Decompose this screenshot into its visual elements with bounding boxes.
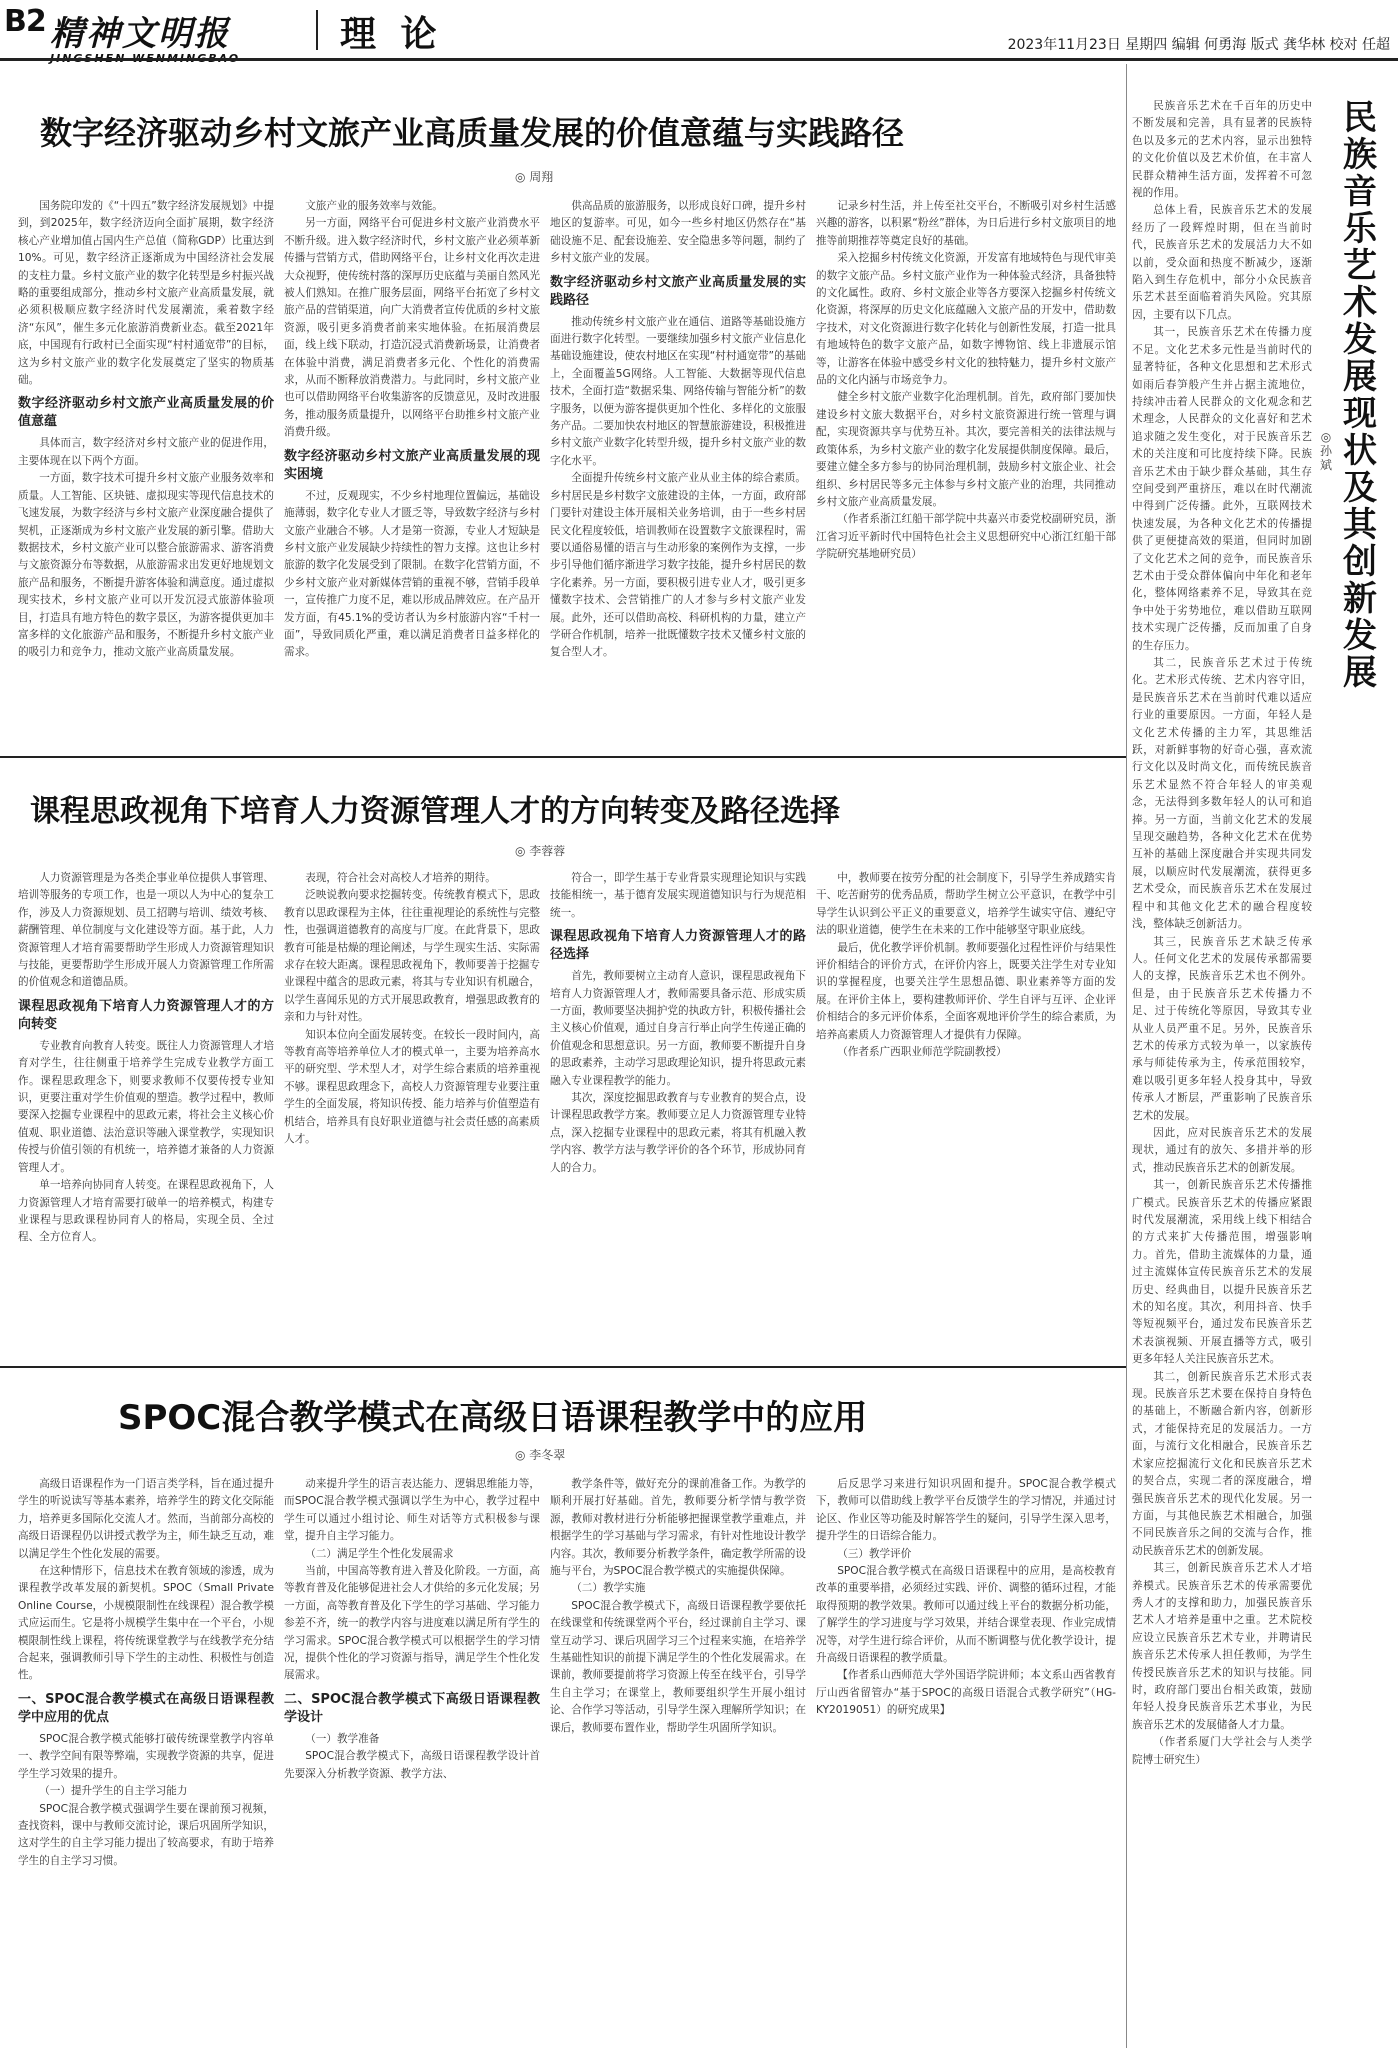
- sidebar-byline: ◎ 孙斌: [1319, 430, 1332, 472]
- newspaper-masthead: 精神文明报: [50, 14, 230, 54]
- paragraph: 专业教育向教育人转变。既往人力资源管理人才培育对学生，往往侧重于培养学生完成专业教学方面工作。课程思政理念下，则要求教师不仅要传授专业知识，更要注重对学生价值观的塑造。教学过程中，教师要深入挖掘专业课程中的思政元素，将社会主义核心价值观、职业道德、法治意识等融入课堂教学，实现知识传授与价值引领的有机统一，培养德才兼备的人力资源管理人才。: [18, 1039, 274, 1174]
- subheading: 数字经济驱动乡村文旅产业高质量发展的实践路径: [550, 274, 806, 308]
- paragraph: 其一，民族音乐艺术在传播力度不足。文化艺术多元性是当前时代的显著特征，各种文化思想和艺术形式如雨后春笋般产生并占据主流地位，持续冲击着人民群众的文化观念和艺术理念，人民群众的文化喜好和艺术追求随之发生变化，对于民族音乐艺术的关注度和可比度持续下降。民族音乐艺术由于缺少群众基础，其生存空间受到严重挤压，难以在时代潮流中得到广泛传播。此外，互联网技术快速发展，为各种文化艺术的传播提供了更便捷高效的渠道，但同时加剧了文化艺术之间的竞争，而民族音乐艺术由于受众群体偏向中年化和老年化，整体网络素养不足，导致其在竞争中处于劣势地位，难以借助互联网技术实现广泛传播，反而加重了自身的生存压力。: [1132, 326, 1312, 652]
- paragraph: 记录乡村生活，并上传至社交平台，不断吸引对乡村生活感兴趣的游客，以积累“粉丝”群体，为日后进行乡村文旅项目的地推等前期推荐等奠定良好的基础。: [816, 200, 1116, 247]
- article-2-column-4: [816, 870, 1116, 1356]
- paragraph: 供高品质的旅游服务，以形成良好口碑，提升乡村地区的复游率。可见，如今一些乡村地区仍然存在“基础设施不足、配套设施差、安全隐患多等问题，制约了乡村文旅产业的发展。: [550, 200, 806, 265]
- article-2-column-2: [284, 870, 540, 1356]
- paragraph: SPOC混合教学模式强调学生要在课前预习视频，查找资料，课中与教师交流讨论，课后巩固所学知识，这对学生的自主学习能力提出了较高要求，有助于培养学生的自主学习习惯。: [18, 1802, 274, 1867]
- article-2-column-1: [18, 870, 274, 1356]
- subheading: 二、SPOC混合教学模式下高级日语课程教学设计: [284, 1691, 540, 1725]
- paragraph: 采入挖掘乡村传统文化资源，开发富有地域特色与现代审美的数字文旅产品。乡村文旅产业作为一种体验式经济，具备独特的文化属性。政府、乡村文旅企业等各方要深入挖掘乡村传统文化资源，将深厚的历史文化底蕴融入文旅产品的开发中，借助数字技术，对文化资源进行数字化转化与创新性发展，打造一批具有地域特色的数字文旅产品，如数字博物馆、线上非遗展示馆等，让游客在体验中感受乡村文化的独特魅力，提升乡村文旅产品的文化内涵与市场竞争力。: [816, 252, 1116, 387]
- paragraph: 泛映说教向要求挖掘转变。传统教育模式下，思政教育以思政课程为主体，往往重视理论的系统性与完整性，也强调道德教育的高度与厂度。在此背景下，思政教育可能是枯燥的理论阐述，与学生现实生活、实际需求存在较大距离。课程思政视角下，教师要善于挖掘专业课程中蕴含的思政元素，将其与专业知识有机融合，以学生喜闻乐见的方式开展思政教育，增强思政教育的亲和力与针对性。: [284, 889, 540, 1024]
- article-1-column-3: [550, 198, 806, 748]
- sidebar-title: 民族音乐艺术发展现状及其创新发展: [1343, 98, 1377, 693]
- paragraph: 单一培养向协同育人转变。在课程思政视角下，人力资源管理人才培育需要打破单一的培养模式，构建专业课程与思政课程协同育人的格局，实现全员、全过程、全方位育人。: [18, 1179, 274, 1244]
- paragraph: 不过，反观现实，不少乡村地理位置偏远，基础设施薄弱，数字化专业人才匮乏等，导致数字经济与乡村文旅产业融合不够。人才是第一资源，专业人才短缺是乡村文旅产业发展缺少持续性的智力支撑。这也让乡村旅游的数字化发展受到了限制。在数字化营销方面，不少乡村文旅产业对新媒体营销的重视不够，营销手段单一，宣传推广力度不足，难以形成品牌效应。在产品开发方面，有45.1%的受访者认为乡村旅游内容“千村一面”，导致同质化严重，难以满足消费者日益多样化的需求。: [284, 489, 540, 659]
- article-2-byline: ◎ 李蓉蓉: [515, 844, 566, 858]
- paragraph: 总体上看，民族音乐艺术的发展经历了一段辉煌时期，但在当前时代，民族音乐艺术的发展活力大不如以前，受众面和热度不断减少，逐渐陷入到生存危机中，部分小众民族音乐艺术甚至面临着消失风险。究其原因，主要有以下几点。: [1132, 204, 1312, 321]
- paragraph: 具体而言，数字经济对乡村文旅产业的促进作用，主要体现在以下两个方面。: [18, 437, 274, 467]
- article-2-column-3: [550, 870, 806, 1356]
- paragraph: 其三，民族音乐艺术缺乏传承人。任何文化艺术的发展传承都需要人的支撑，民族音乐艺术也不例外。但是，由于民族音乐艺术传播力不足、过于传统化等原因，导致其专业从业人员严重不足。另外，民族音乐艺术的传承方式较为单一，以家族传承与师徒传承为主，传承范围较窄，难以吸引更多年轻人投身其中，导致传承人才断层，严重影响了民族音乐艺术的发展。: [1132, 935, 1312, 1122]
- sidebar-column: [1132, 98, 1312, 2042]
- paragraph: 表现，符合社会对高校人才培养的期待。: [305, 872, 496, 884]
- paragraph: 后反思学习来进行知识巩固和提升。SPOC混合教学模式下，教师可以借助线上教学平台反馈学生的学习情况，并通过讨论区、作业区等功能及时解答学生的疑问，引导学生深入思考，提升学生的日语综合能力。: [816, 1478, 1116, 1543]
- paragraph: 当前，中国高等教育进入普及化阶段。一方面，高等教育普及化能够促进社会人才供给的多元化发展；另一方面，高等教育普及化下学生的学习基础、学习能力参差不齐，统一的教学内容与进度难以满足所有学生的学习需求。SPOC混合教学模式可以根据学生的学习情况，提供个性化的学习资源与指导，满足学生个性化发展需求。: [284, 1565, 540, 1682]
- subheading: 课程思政视角下培育人力资源管理人才的路径选择: [550, 929, 806, 963]
- article-3-column-1: [18, 1476, 274, 2042]
- paragraph: （三）教学评价: [837, 1547, 912, 1560]
- paragraph: 其次，深度挖掘思政教育与专业教育的契合点，设计课程思政教学方案。教师要立足人力资源管理专业特点，深入挖掘专业课程中的思政元素，将其有机融入教学内容、教学方法与教学评价的各个环节，形成协同育人的合力。: [550, 1092, 806, 1174]
- paragraph: 中，教师要在按劳分配的社会制度下，引导学生养成踏实肯干、吃苦耐劳的优秀品质，帮助学生树立公平意识，在教学中引导学生认识到公平正义的重要意义，培养学生诚实守信、遵纪守法的职业道德，使学生在未来的工作中能够坚守职业底线。: [816, 872, 1116, 937]
- article-1-title: 数字经济驱动乡村文旅产业高质量发展的价值意蕴与实践路径: [40, 114, 905, 152]
- paragraph: 另一方面，网络平台可促进乡村文旅产业消费水平不断升级。进入数字经济时代，乡村文旅产业必须革新传播与营销方式，借助网络平台，让乡村文化再次走进大众视野，使传统村落的深厚历史底蕴与美丽自然风光被人们熟知。在推广服务层面，网络平台拓宽了乡村文旅产品的营销渠道，向广大消费者宣传优质的乡村文旅资源，吸引更多消费者前来实地体验。在拓展消费层面，线上线下联动，打造沉浸式消费新场景，让消费者在体验中消费，满足消费者多元化、个性化的消费需求，从而不断释放消费潜力。与此同时，乡村文旅产业也可以借助网络平台收集游客的反馈意见，及时改进服务，推动服务质量提升，以网络平台助推乡村文旅产业消费升级。: [284, 217, 540, 439]
- subheading: 数字经济驱动乡村文旅产业高质量发展的价值意蕴: [18, 396, 274, 430]
- subheading: 数字经济驱动乡村文旅产业高质量发展的现实困境: [284, 448, 540, 482]
- header-divider: [316, 10, 318, 50]
- paragraph: 推动传统乡村文旅产业在通信、道路等基础设施方面进行数字化转型。一要继续加强乡村文旅产业信息化基础设施建设，使农村地区在实现“村村通宽带”的基础上，全面覆盖5G网络。人工智能、大数据等现代信息技术，全面打造“数据采集、网络传输与智能分析”的数字服务，以便为游客提供更加个性化、多样化的文旅服务产品。二要加快农村地区的智慧旅游建设，积极推进乡村文旅产业数字化转型升级，提升乡村文旅产业的数字化水平。: [550, 315, 806, 467]
- paragraph: （二）教学实施: [571, 1582, 646, 1595]
- author-note: 【作者系山西师范大学外国语学院讲师；本文系山西省教育厅山西省留管办“基于SPOC的高级日语混合式教学研究”（HG-KY2019051）的研究成果】: [816, 1669, 1116, 1717]
- author-note: （作者系浙江红船干部学院中共嘉兴市委党校副研究员，浙江省习近平新时代中国特色社会主义思想研究中心浙江红船干部学院研究基地研究员）: [816, 513, 1116, 561]
- paragraph: 全面提升传统乡村文旅产业从业主体的综合素质。乡村居民是乡村数字文旅建设的主体，一方面，政府部门要针对建设主体开展相关业务培训，由于一些乡村居民文化程度较低，培训教师在设置数字文旅课程时，需要以通俗易懂的语言与生动形象的案例作为支撑，一步步引导他们循序渐进学习数字技能，提升乡村居民的数字化素养。另一方面，要积极引进专业人才，吸引更多懂数字技术、会营销推广的人才参与乡村文旅产业发展。此外，还可以借助高校、科研机构的力量，建立产学研合作机制，培养一批既懂数字技术又懂乡村文旅的复合型人才。: [550, 472, 806, 659]
- paragraph: SPOC混合教学模式下，高级日语课程教学要依托在线课堂和传统课堂两个平台，经过课前自主学习、课堂互动学习、课后巩固学习三个过程来实施，在培养学生基础性知识的前提下满足学生的个性化发展需求。在课前，教师要提前将学习资源上传至在线平台，引导学生自主学习；在课堂上，教师要组织学生开展小组讨论、合作学习等活动，引导学生深入理解所学知识；在课后，教师要布置作业，帮助学生巩固所学知识。: [550, 1599, 806, 1734]
- article-2-title: 课程思政视角下培育人力资源管理人才的方向转变及路径选择: [30, 794, 840, 829]
- article-1-byline: ◎ 周翔: [515, 170, 554, 184]
- paragraph: 文旅产业的服务效率与效能。: [305, 200, 443, 212]
- paragraph: SPOC混合教学模式能够打破传统课堂教学内容单一、教学空间有限等弊端，实现教学资源的共享，促进学生学习效果的提升。: [18, 1732, 274, 1780]
- issue-info: 2023年11月23日 星期四 编辑 何勇海 版式 龚华林 校对 任超: [1007, 37, 1390, 53]
- page-number: B2: [4, 4, 46, 39]
- sidebar-divider: [1126, 64, 1127, 2048]
- article-1-column-2: [284, 198, 540, 748]
- paragraph: 因此，应对民族音乐艺术的发展现状，通过有的放矢、多措并举的形式，推动民族音乐艺术的创新发展。: [1132, 1126, 1312, 1174]
- paragraph: 符合一，即学生基于专业背景实现理论知识与实践技能相统一，基于德育发展实现道德知识与行为规范相统一。: [550, 872, 806, 919]
- paragraph: 最后，优化教学评价机制。教师要强化过程性评价与结果性评价相结合的评价方式，在评价内容上，既要关注学生对专业知识的掌握程度，也要关注学生思想品德、职业素养等方面的发展。在评价主体上，要构建教师评价、学生自评与互评、企业评价相结合的多元评价体系，全面客观地评价学生的综合素质，为培养高素质人力资源管理人才提供有力保障。: [816, 941, 1116, 1041]
- paragraph: 首先，教师要树立主动育人意识，课程思政视角下培育人力资源管理人才，教师需要具备示范、形成实质一方面，教师要坚决拥护党的执政方针，积极传播社会主义核心价值观，通过自身言行举止向学生传递正确的价值观念和思想意识。另一方面，教师要不断提升自身的思政素养，主动学习思政理论知识，提升将思政元素融入专业课程教学的能力。: [550, 970, 806, 1087]
- paragraph: 高级日语课程作为一门语言类学科，旨在通过提升学生的听说读写等基本素养，培养学生的跨文化交际能力，培养更多国际化交流人才。然而，当前部分高校的高级日语课程仍以讲授式教学为主，师生缺乏互动，难以满足学生个性化发展的需要。: [18, 1478, 274, 1560]
- paragraph: 健全乡村文旅产业数字化治理机制。首先，政府部门要加快建设乡村文旅大数据平台，对乡村文旅资源进行统一管理与调配，实现资源共享与优势互补。其次，要完善相关的法律法规与政策体系，为乡村文旅产业的数字化发展提供制度保障。最后，要建立健全多方参与的协同治理机制，鼓励乡村文旅企业、社会组织、乡村居民等多元主体参与乡村文旅产业的治理，共同推动乡村文旅产业高质量发展。: [816, 391, 1116, 508]
- article-3-column-2: [284, 1476, 540, 2042]
- paragraph: 人力资源管理是为各类企事业单位提供人事管理、培训等服务的专项工作，也是一项以人为中心的复杂工作，涉及人力资源规划、员工招聘与培训、绩效考核、薪酬管理、单位制度与文化建设等方面。基于此，人力资源管理人才培育需要帮助学生形成人力资源管理知识与技能，更要帮助学生形成开展人力资源管理工作所需的价值观念和道德品质。: [18, 872, 274, 989]
- paragraph: （一）提升学生的自主学习能力: [39, 1785, 188, 1798]
- article-3-title: SPOC混合教学模式在高级日语课程教学中的应用: [118, 1398, 868, 1438]
- author-note: （作者系厦门大学社会与人类学院博士研究生）: [1132, 1736, 1312, 1766]
- article-1-rule: [0, 756, 1126, 758]
- paragraph: （二）满足学生个性化发展需求: [305, 1547, 454, 1560]
- paragraph: 一方面，数字技术可提升乡村文旅产业服务效率和质量。人工智能、区块链、虚拟现实等现代信息技术的飞速发展，为数字经济与乡村文旅产业深度融合提供了契机，正逐渐成为乡村文旅产业发展的新引擎。借助大数据技术，乡村文旅产业可以整合旅游需求、游客消费与文旅资源分布等数据，从旅游需求出发更好地规划文旅产品和服务，不断提升游客体验和满意度。通过虚拟现实技术，乡村文旅产业可以开发沉浸式旅游体验项目，打造具有地方特色的数字景区，为游客提供更加丰富多样的文化旅游产品和服务，不断提升乡村文旅产业的吸引力和竞争力，推动文旅产业高质量发展。: [18, 472, 274, 659]
- paragraph: 其三，创新民族音乐艺术人才培养模式。民族音乐艺术的传承需要优秀人才的支撑和助力，加强民族音乐艺术人才培养是重中之重。艺术院校应设立民族音乐艺术专业，并聘请民族音乐艺术传承人担任教师，为学生传授民族音乐艺术的知识与技能。同时，政府部门要出台相关政策，鼓励年轻人投身民族音乐艺术事业，为民族音乐艺术的发展储备人才力量。: [1132, 1562, 1312, 1731]
- paragraph: 教学条件等，做好充分的课前准备工作。为教学的顺利开展打好基础。首先，教师要分析学情与教学资源，教师对教材进行分析能够把握课堂教学重难点，并根据学生的学习基础与学习需求，有针对性地设计教学内容。其次，教师要分析教学条件，确定教学所需的设施与平台，为SPOC混合教学模式的实施提供保障。: [550, 1478, 806, 1578]
- paragraph: SPOC混合教学模式下，高级日语课程教学设计首先要深入分析教学资源、教学方法、: [284, 1750, 540, 1780]
- article-1-column-1: [18, 198, 274, 748]
- header-rule: [0, 58, 1398, 61]
- paragraph: SPOC混合教学模式在高级日语课程中的应用，是高校教育改革的重要举措，必须经过实践、评价、调整的循环过程，才能取得预期的教学效果。教师可以通过线上平台的数据分析功能，了解学生的学习进度与学习效果，并结合课堂表现、作业完成情况等，对学生进行综合评价，从而不断调整与优化教学设计，提升高级日语课程的教学质量。: [816, 1565, 1116, 1665]
- article-3-column-3: [550, 1476, 806, 2042]
- subheading: 一、SPOC混合教学模式在高级日语课程教学中应用的优点: [18, 1691, 274, 1725]
- paragraph: 其一，创新民族音乐艺术传播推广模式。民族音乐艺术的传播应紧跟时代发展潮流，采用线上线下相结合的方式来扩大传播范围，增强影响力。首先，借助主流媒体的力量，通过主流媒体宣传民族音乐艺术的发展历史、经典曲目，以提升民族音乐艺术的知名度。其次，利用抖音、快手等短视频平台，通过发布民族音乐艺术表演视频、开展直播等方式，吸引更多年轻人关注民族音乐艺术。: [1132, 1179, 1312, 1366]
- paragraph: 在这种情形下，信息技术在教育领域的渗透，成为课程教学改革发展的新契机。SPOC（Small Private Online Course，小规模限制性在线课程）混合教学模式应运而生。它是将小规模学生集中在一个平台，小规模限制性线上课程，将传统课堂教学与在线教学充分结合起来，强调教师引导下学生的主动性、积极性与创造性。: [18, 1565, 274, 1682]
- subheading: 课程思政视角下培育人力资源管理人才的方向转变: [18, 998, 274, 1032]
- article-2-rule: [0, 1366, 1126, 1368]
- article-1-column-4: [816, 198, 1116, 748]
- paragraph: （一）教学准备: [305, 1732, 380, 1745]
- paragraph: 知识本位向全面发展转变。在较长一段时间内，高等教育高等培养单位人才的模式单一，主要为培养高水平的研究型、学术型人才，对学生综合素质的培养重视不够。课程思政理念下，高校人力资源管理专业要注重学生的全面发展，将知识传授、能力培养与价值塑造有机结合，培养具有良好职业道德与社会责任感的高素质人才。: [284, 1028, 540, 1146]
- paragraph: 民族音乐艺术在千百年的历史中不断发展和完善，具有显著的民族特色以及多元的艺术内容，显示出独特的文化价值以及艺术价值，在丰富人民群众精神生活方面，发挥着不可忽视的作用。: [1132, 100, 1312, 200]
- paragraph: 国务院印发的《“十四五”数字经济发展规划》中提到，到2025年，数字经济迈向全面扩展期，数字经济核心产业增加值占国内生产总值（简称GDP）比重达到10%。可见，数字经济正逐渐成为中国经济社会发展的支柱力量。乡村文旅产业的数字化转型是乡村振兴战略的重要组成部分，推动乡村文旅产业高质量发展，就必须积极顺应数字经济时代发展潮流，乘着数字经济“东风”，催生多元化旅游消费新业态。截至2021年底，中国现有行政村已全面实现“村村通宽带”的目标，这为乡村文旅产业的数字化发展奠定了坚实的物质基础。: [18, 200, 274, 387]
- paragraph: 动来提升学生的语言表达能力、逻辑思维能力等，而SPOC混合教学模式强调以学生为中心，教学过程中学生可以通过小组讨论、师生对话等方式积极参与课堂，提升自主学习能力。: [284, 1478, 540, 1543]
- section-name: 理 论: [340, 14, 443, 55]
- paragraph: 其二，创新民族音乐艺术形式表现。民族音乐艺术要在保持自身特色的基础上，不断融合新内容，创新形式，才能保持充足的发展活力。一方面，与流行文化相融合，民族音乐艺术家应挖掘流行文化和民族音乐艺术的契合点，实现二者的深度融合，增强民族音乐艺术的现代化发展。另一方面，与其他民族艺术相融合，加强不同民族音乐之间的交流与合作，推动民族音乐艺术的创新发展。: [1132, 1370, 1312, 1557]
- author-note: （作者系广西职业师范学院副教授）: [837, 1046, 1007, 1059]
- paragraph: 其二，民族音乐艺术过于传统化。艺术形式传统、艺术内容守旧，是民族音乐艺术在当前时代难以适应行业的重要原因。一方面，年轻人是文化艺术传播的主力军，其思维活跃，对新鲜事物的好奇心强，喜欢流行文化以及时尚文化，而传统民族音乐艺术显然不符合年轻人的审美观念，无法得到多数年轻人的认可和追捧。另一方面，当前文化艺术的发展呈现交融趋势，各种文化艺术在优势互补的基础上深度融合并实现共同发展，以顺应时代发展潮流，获得更多艺术受众，而民族音乐艺术在发展过程中和其他文化艺术的融合程度较浅，整体缺乏创新活力。: [1132, 657, 1312, 931]
- article-3-byline: ◎ 李冬翠: [515, 1448, 566, 1462]
- article-3-column-4: [816, 1476, 1116, 2042]
